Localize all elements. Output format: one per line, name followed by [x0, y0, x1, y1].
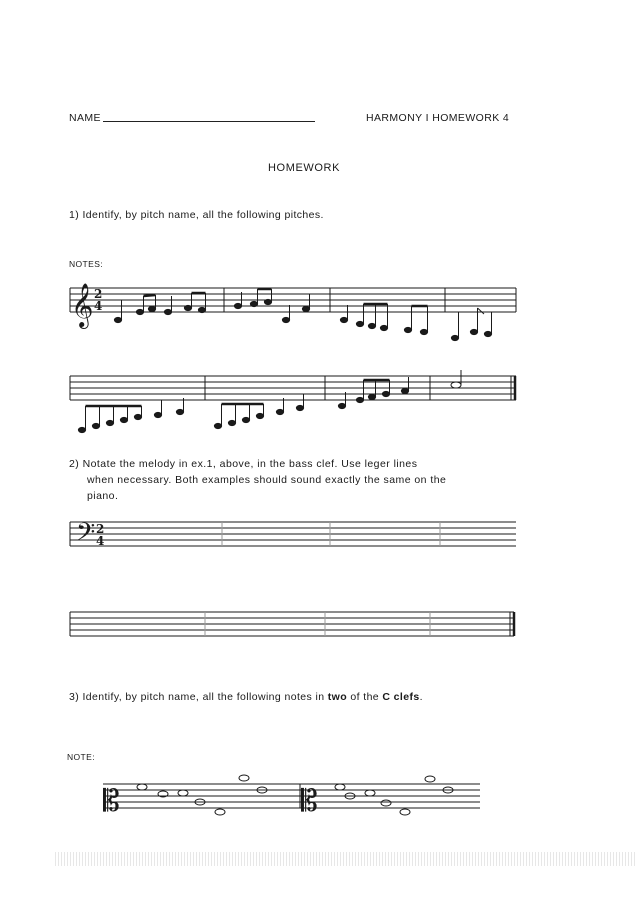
notes-staff-1	[114, 289, 491, 341]
question-3-part-3: .	[419, 691, 423, 703]
alto-clef-icon: 𝄡	[103, 784, 120, 819]
notes-staff-2	[78, 370, 461, 433]
question-2-line-1: 2) Notate the melody in ex.1, above, in the bass clef. Use leger lines	[69, 458, 418, 470]
bass-staff-1	[70, 522, 516, 546]
question-3-bold-two: two	[327, 691, 348, 703]
bass-staff-2	[70, 612, 514, 636]
treble-staff-1	[70, 288, 516, 312]
course-label: HARMONY I HOMEWORK 4	[366, 112, 510, 124]
name-label: NAME	[69, 112, 101, 124]
question-3-bold-c-clefs: C clefs	[382, 691, 420, 703]
svg-text:4: 4	[94, 299, 103, 313]
tenor-clef-icon: 𝄡	[301, 784, 318, 819]
treble-clef-icon: 𝄞	[71, 283, 94, 327]
notes-label: NOTES:	[69, 259, 104, 269]
page-title: HOMEWORK	[268, 162, 341, 174]
question-2-line-3: piano.	[87, 490, 119, 502]
notes-staff-c-clefs	[137, 775, 453, 815]
question-3-part-1: 3) Identify, by pitch name, all the following notes in	[69, 691, 328, 703]
svg-text:4: 4	[96, 534, 105, 548]
svg-text:2: 2	[94, 287, 103, 301]
treble-staff-2	[70, 376, 516, 400]
note-label: NOTE:	[67, 752, 95, 762]
question-1-text: 1) Identify, by pitch name, all the following pitches.	[69, 209, 324, 221]
scan-noise-strip	[55, 852, 635, 866]
svg-text:2: 2	[96, 522, 105, 536]
question-2-line-2: when necessary. Both examples should sound exactly the same on the	[87, 474, 447, 486]
bass-clef-icon: 𝄢	[76, 518, 96, 553]
question-3-part-2: of the	[347, 691, 383, 703]
